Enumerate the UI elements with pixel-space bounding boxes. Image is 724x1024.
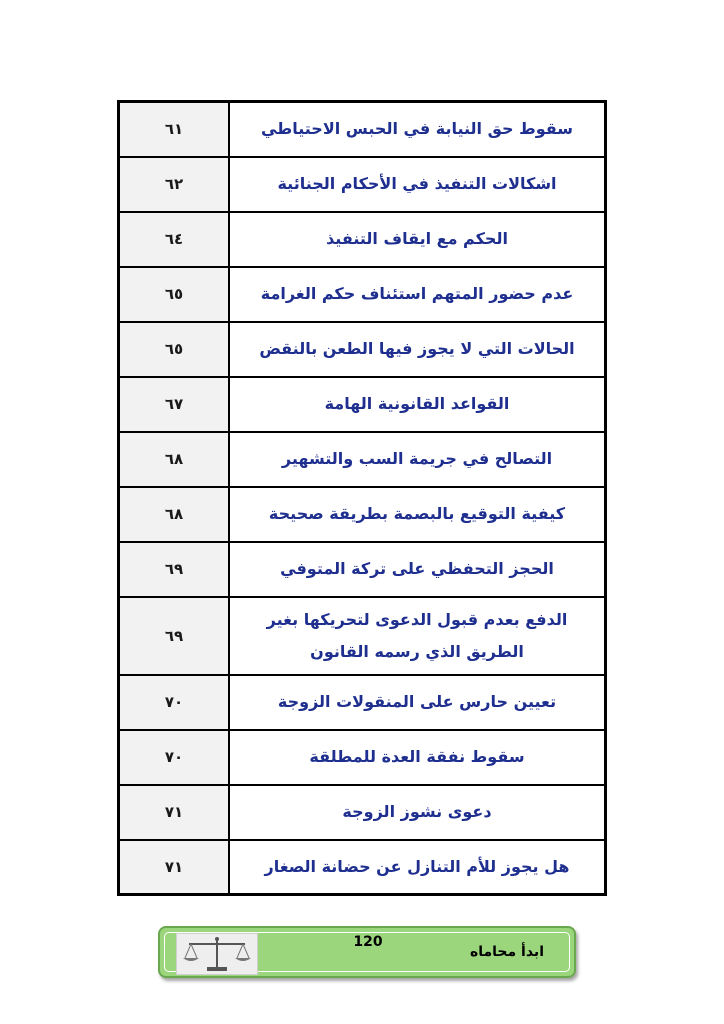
toc-page-number: ٧٠ — [119, 675, 230, 730]
toc-page-number: ٦٩ — [119, 597, 230, 675]
toc-row — [119, 157, 606, 212]
toc-page-number: ٦٨ — [119, 487, 230, 542]
toc-row — [119, 785, 606, 840]
scales-of-justice-icon — [176, 933, 258, 975]
toc-page-number: ٧٠ — [119, 730, 230, 785]
toc-entry-title: سقوط نفقة العدة للمطلقة — [229, 730, 606, 785]
toc-entry-title: تعيين حارس على المنقولات الزوجة — [229, 675, 606, 730]
toc-entry-title: الحجز التحفظي على تركة المتوفي — [229, 542, 606, 597]
toc-entry-title: اشكالات التنفيذ في الأحكام الجنائية — [229, 157, 606, 212]
toc-row — [119, 432, 606, 487]
toc-page-number: ٦٩ — [119, 542, 230, 597]
toc-entry-title: الدفع بعدم قبول الدعوى لتحريكها بغير الطريق الذي رسمه القانون — [229, 597, 606, 675]
toc-entry-title: كيفية التوقيع بالبصمة بطريقة صحيحة — [229, 487, 606, 542]
toc-row — [119, 730, 606, 785]
toc-row — [119, 542, 606, 597]
toc-page-number: ٦٤ — [119, 212, 230, 267]
toc-row — [119, 487, 606, 542]
toc-page-number: ٦٥ — [119, 322, 230, 377]
toc-entry-title: دعوى نشوز الزوجة — [229, 785, 606, 840]
toc-entry-title: سقوط حق النيابة في الحبس الاحتياطي — [229, 102, 606, 157]
toc-row — [119, 212, 606, 267]
toc-table — [117, 100, 607, 896]
toc-row — [119, 322, 606, 377]
toc-entry-title: هل يجوز للأم التنازل عن حضانة الصغار — [229, 840, 606, 895]
toc-entry-title: عدم حضور المتهم استئناف حكم الغرامة — [229, 267, 606, 322]
toc-page-number: ٦٧ — [119, 377, 230, 432]
page-footer — [158, 926, 576, 978]
toc-page-number: ٦٥ — [119, 267, 230, 322]
toc-page-number: ٦١ — [119, 102, 230, 157]
toc-page-number: ٧١ — [119, 785, 230, 840]
toc-row — [119, 597, 606, 675]
toc-entry-title: الحكم مع ايقاف التنفيذ — [229, 212, 606, 267]
toc-page-number: ٦٨ — [119, 432, 230, 487]
toc-row — [119, 675, 606, 730]
toc-entry-title: الحالات التي لا يجوز فيها الطعن بالنقض — [229, 322, 606, 377]
toc-entry-title: التصالح في جريمة السب والتشهير — [229, 432, 606, 487]
footer-brand-text: ابدأ محاماه — [469, 944, 544, 960]
toc-page-number: ٧١ — [119, 840, 230, 895]
toc-row — [119, 102, 606, 157]
page-number: 120 — [353, 934, 383, 950]
toc-page-number: ٦٢ — [119, 157, 230, 212]
toc-row — [119, 840, 606, 895]
toc-row — [119, 377, 606, 432]
toc-row — [119, 267, 606, 322]
toc-entry-title: القواعد القانونية الهامة — [229, 377, 606, 432]
